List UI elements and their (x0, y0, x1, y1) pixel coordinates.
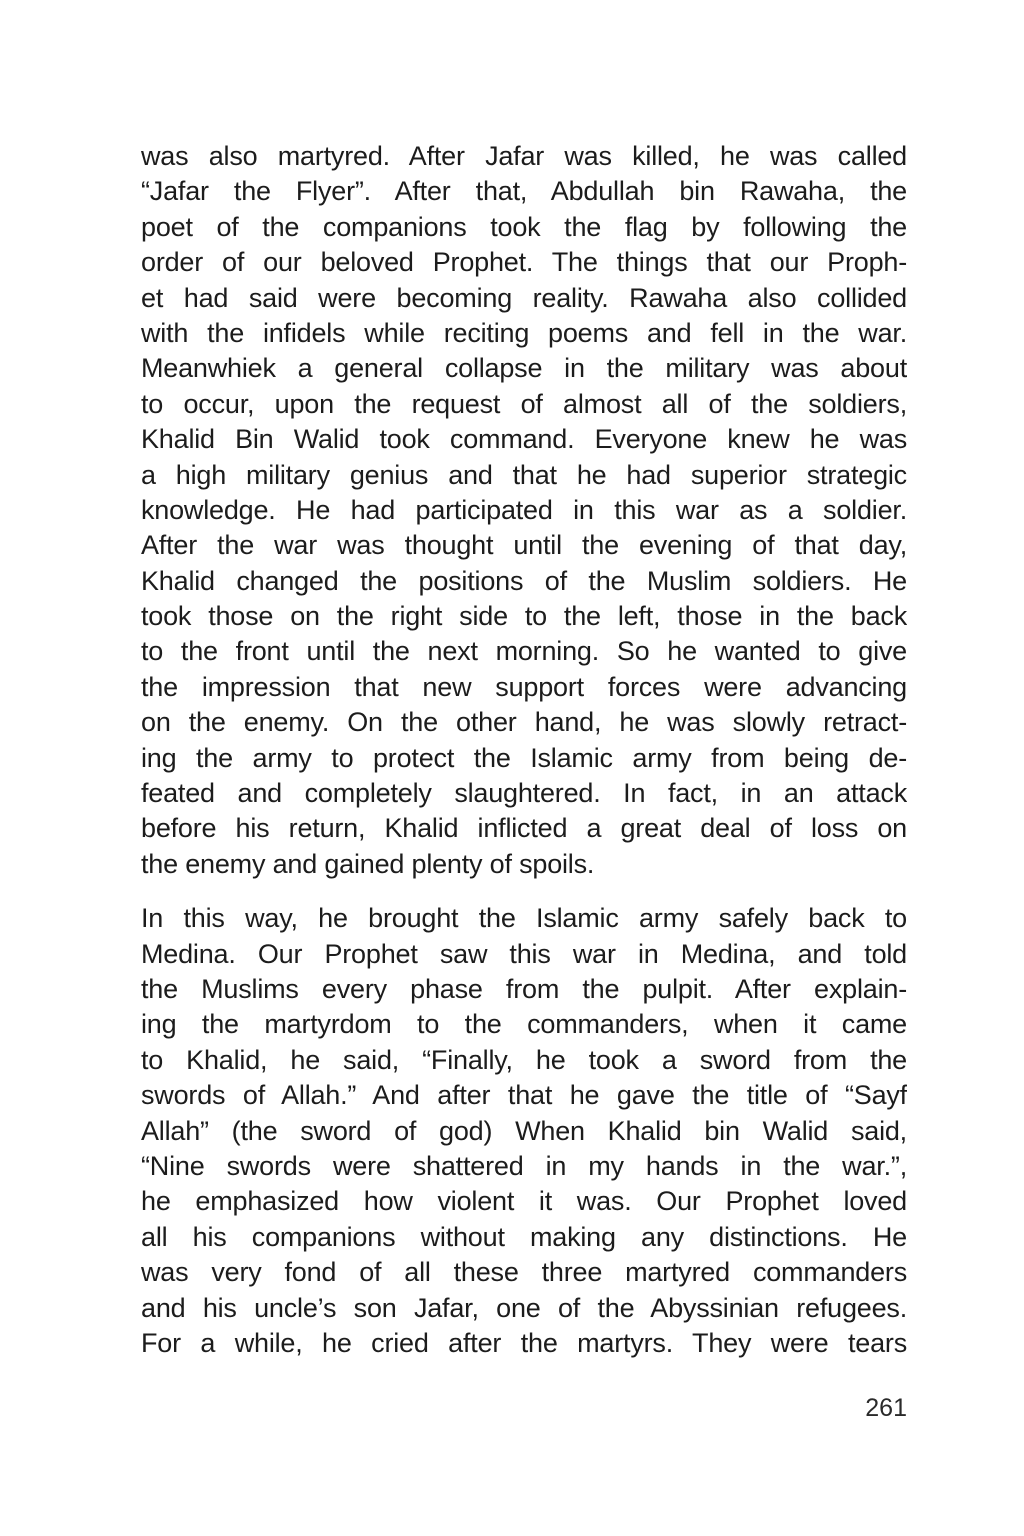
text-line: the Muslims every phase from the pulpit. After explain- (141, 973, 907, 1004)
text-line: Meanwhiek a general collapse in the military was about (141, 353, 907, 384)
text-line: before his return, Khalid inflicted a great deal of loss on (141, 813, 907, 844)
text-line: In this way, he brought the Islamic army safely back to (141, 903, 907, 934)
text-line: poet of the companions took the flag by following the (141, 211, 907, 242)
text-line: the impression that new support forces were advancing (141, 671, 907, 702)
text-line: Khalid changed the positions of the Muslim soldiers. He (141, 565, 907, 596)
body-text (141, 139, 907, 1361)
text-line: all his companions without making any distinctions. He (141, 1221, 907, 1252)
text-line: he emphasized how violent it was. Our Prophet loved (141, 1186, 907, 1217)
text-line: “Nine swords were shattered in my hands in the war.”, (141, 1150, 907, 1181)
text-line: to Khalid, he said, “Finally, he took a sword from the (141, 1044, 907, 1075)
page-number: 261 (865, 1394, 907, 1422)
text-line: and his uncle’s son Jafar, one of the Abyssinian refugees. (141, 1292, 907, 1323)
text-line: the enemy and gained plenty of spoils. (141, 848, 595, 879)
text-line: After the war was thought until the evening of that day, (141, 530, 907, 561)
text-line: et had said were becoming reality. Rawaha also collided (141, 282, 907, 313)
paragraph (141, 901, 907, 1361)
text-line: feated and completely slaughtered. In fact, in an attack (141, 778, 907, 809)
text-line: Khalid Bin Walid took command. Everyone knew he was (141, 424, 907, 455)
text-line: took those on the right side to the left, those in the back (141, 601, 907, 632)
text-line: Allah” (the sword of god) When Khalid bin Walid said, (141, 1115, 907, 1146)
text-line: swords of Allah.” And after that he gave the title of “Sayf (141, 1080, 907, 1111)
text-line: a high military genius and that he had superior strategic (141, 459, 907, 490)
paragraph (141, 139, 907, 882)
text-line: order of our beloved Prophet. The things that our Proph- (141, 247, 907, 278)
text-line: Medina. Our Prophet saw this war in Medina, and told (141, 938, 907, 969)
text-line: “Jafar the Flyer”. After that, Abdullah bin Rawaha, the (141, 176, 907, 207)
text-line: ing the army to protect the Islamic army from being de- (141, 742, 907, 773)
text-line: to occur, upon the request of almost all of the soldiers, (141, 388, 907, 419)
text-line: ing the martyrdom to the commanders, when it came (141, 1009, 907, 1040)
text-line: to the front until the next morning. So he wanted to give (141, 636, 907, 667)
text-line: knowledge. He had participated in this war as a soldier. (141, 494, 907, 525)
text-line: For a while, he cried after the martyrs. They were tears (141, 1327, 907, 1358)
text-line: on the enemy. On the other hand, he was slowly retract- (141, 707, 907, 738)
text-line: was very fond of all these three martyred commanders (141, 1257, 907, 1288)
text-line: was also martyred. After Jafar was killed, he was called (141, 141, 907, 171)
text-line: with the infidels while reciting poems and fell in the war. (141, 317, 907, 348)
